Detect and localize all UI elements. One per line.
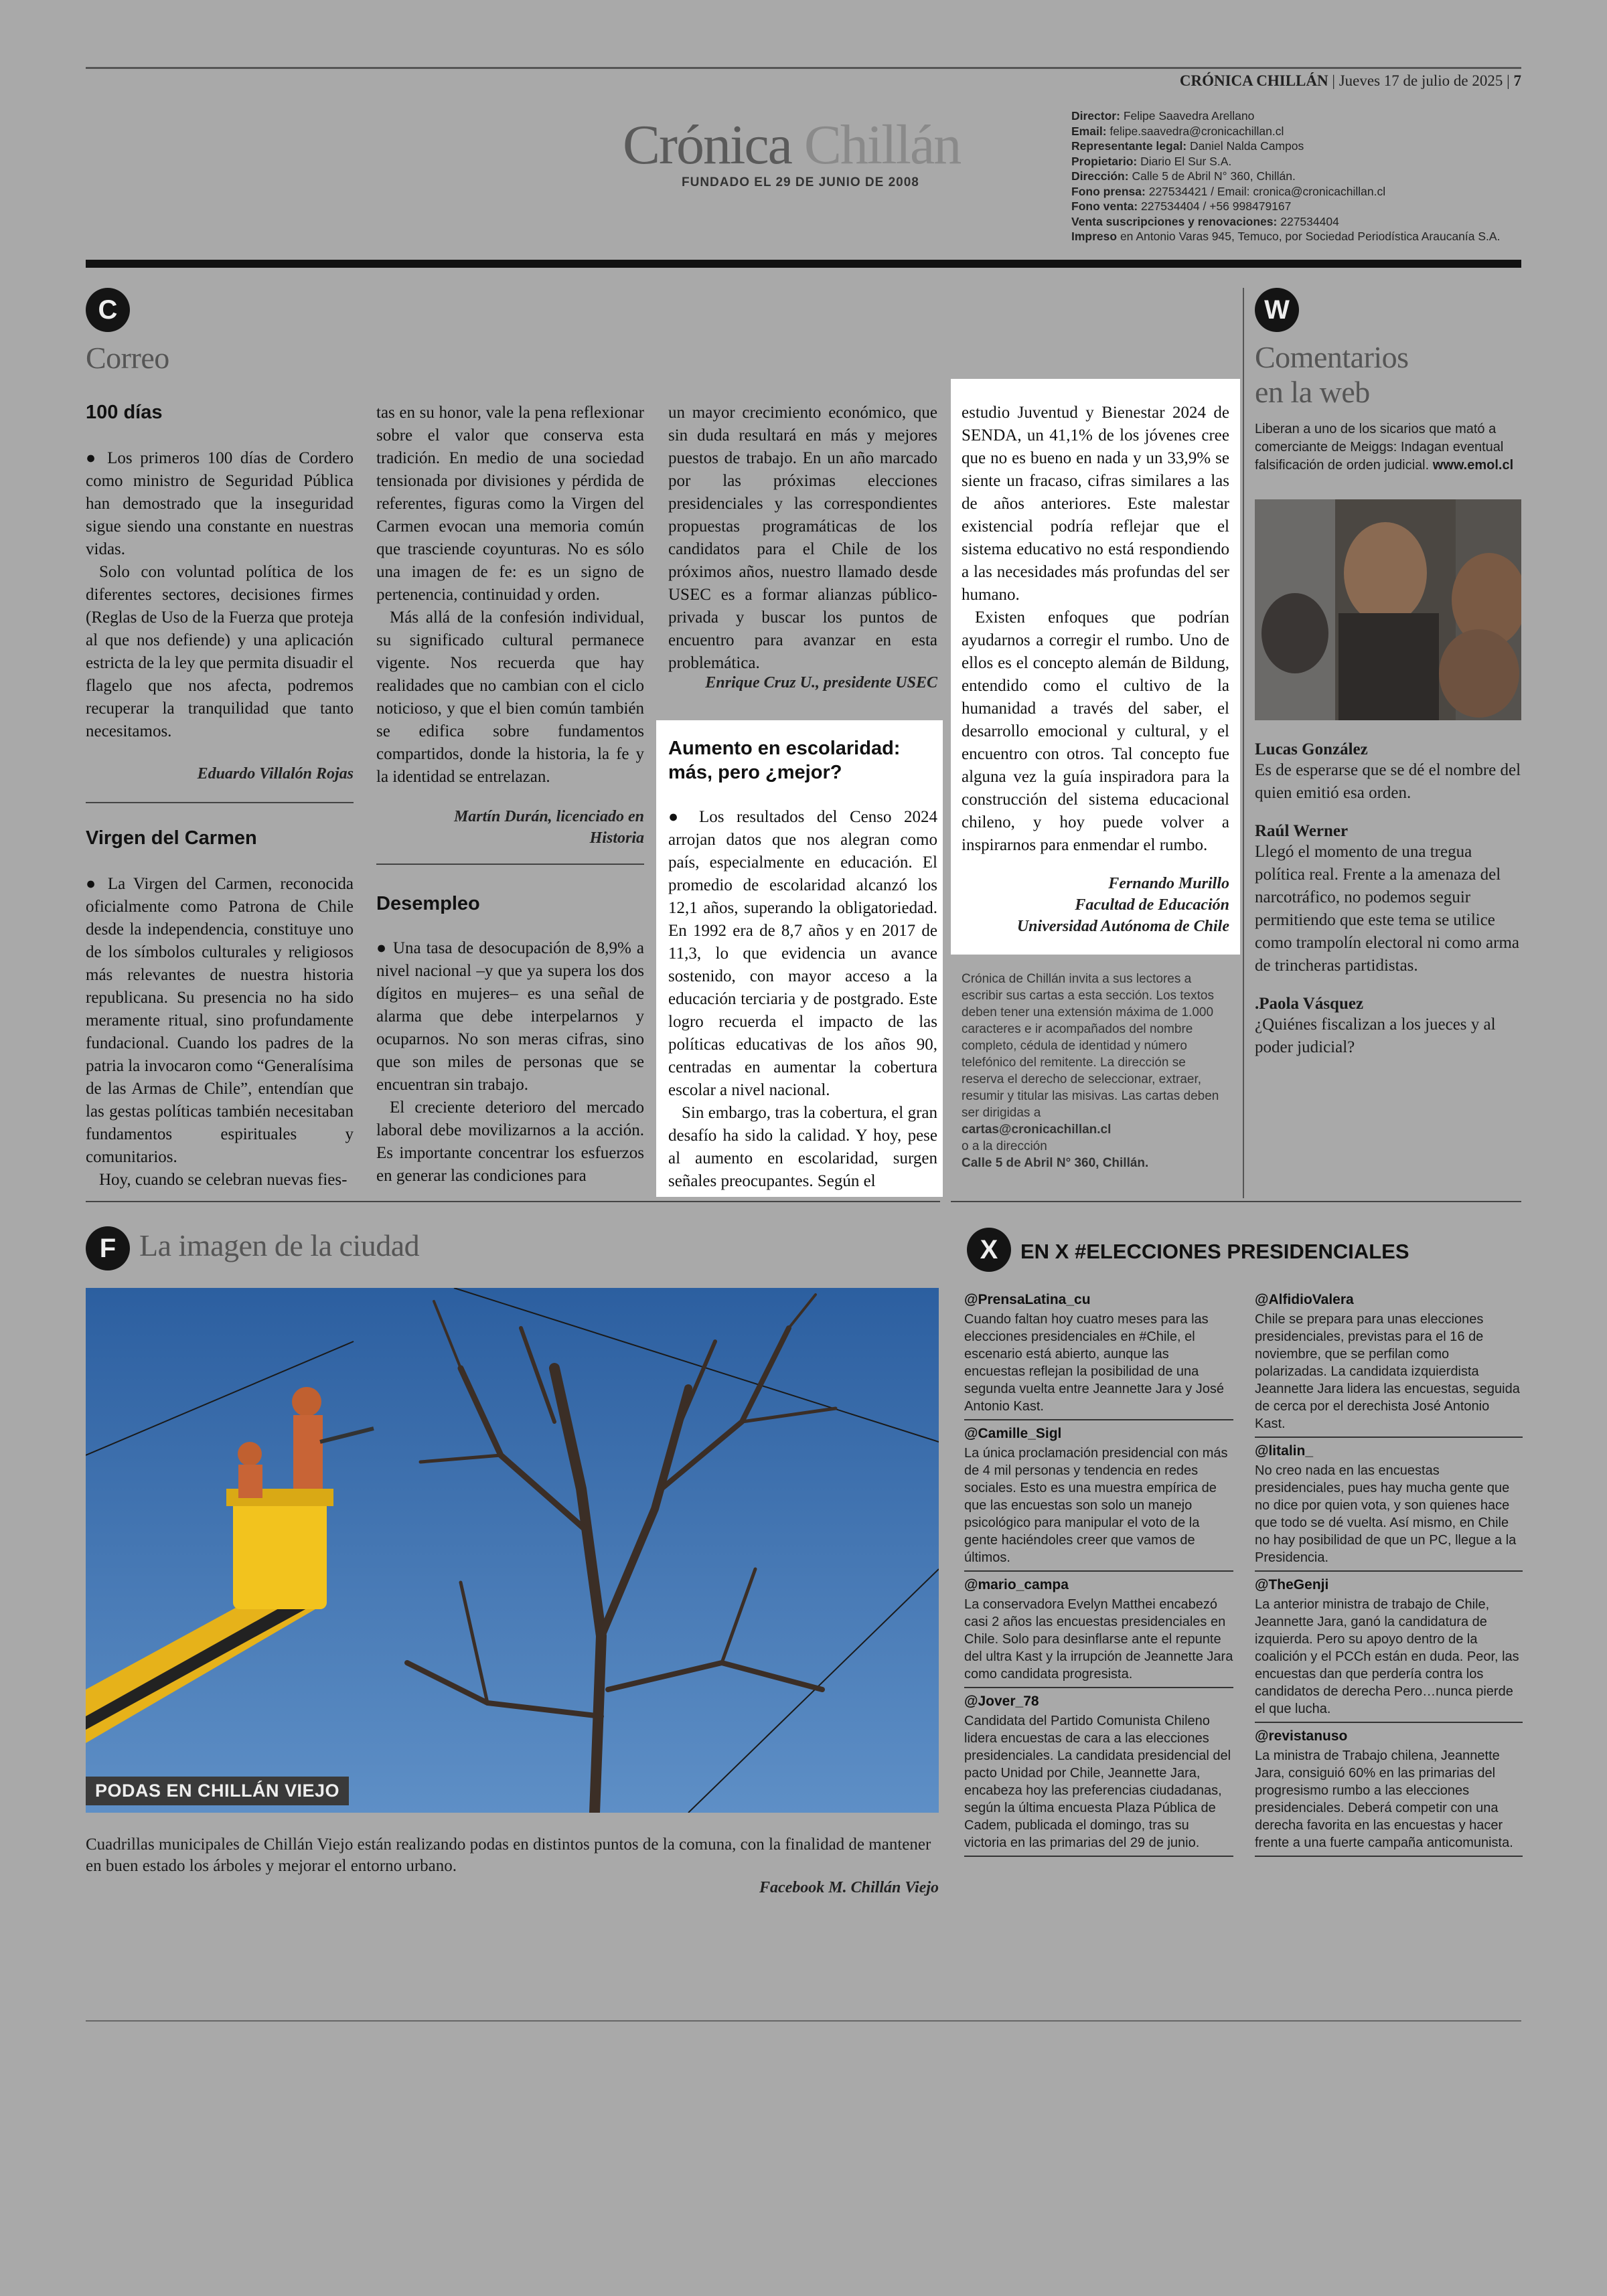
staff-row: Fono prensa: 227534421 / Email: cronica@cronicachillan.cl (1071, 184, 1386, 198)
web-title: Comentarios en la web (1255, 340, 1409, 409)
photo-label: PODAS EN CHILLÁN VIEJO (86, 1777, 349, 1805)
x-post (1255, 1728, 1523, 1857)
ciudad-photo (86, 1288, 939, 1813)
x-post-divider (964, 1856, 1233, 1857)
x-post-divider (964, 1687, 1233, 1688)
bottom-rule (86, 2020, 1521, 2022)
x-post-handle[interactable]: @mario_campa (964, 1577, 1069, 1592)
running-head: CRÓNICA CHILLÁN | Jueves 17 de julio de 2025 | 7 (1179, 72, 1521, 89)
masthead: Crónica Chillán (623, 114, 961, 176)
letter-heading-escolaridad: Aumento en escolaridad: más, pero ¿mejor? (668, 738, 901, 783)
x-post-text: La anterior ministra de trabajo de Chile, Jeannette Jara, ganó la candidatura de izquierda. Pero su apoyo dentro de la coalición y el PCCh están en duda. Peor, las encuestas dan que perdería contra los candidatos de derecha Pero…nunca pierde el que lucha. (1255, 1597, 1519, 1716)
x-post-divider (1255, 1856, 1523, 1857)
staff-row: Propietario: Diario El Sur S.A. (1071, 154, 1232, 168)
x-post-handle[interactable]: @AlfidioValera (1255, 1292, 1354, 1307)
web-comment (1255, 995, 1523, 1059)
photo-caption: Cuadrillas municipales de Chillán Viejo están realizando podas en distintos puntos de la comuna, con la finalidad de mantener en buen estado los árboles y mejorar el entorno urbano. (86, 1835, 931, 1875)
letter-escolaridad-cont: estudio Juventud y Bienestar 2024 de SENDA, un 41,1% de los jóvenes cree que no es bueno en nada y un 33,9% se siente un fracaso, cifras similares a las de años anteriores. Este malestar existencial podría reflejar que el sistema educativo no está respondiendo a las necesidades más profundas del ser humano. Existen enfoques que podrían ayudarnos a corregir el rumbo. Uno de ellos es el concepto alemán de Bildung, entendido como el cultivo de la humanidad a través del saber, el desarrollo emocional y cultural, y el encuentro con otros. Tal concepto fue alguna vez la guía inspiradora para la construcción del sistema educacional chileno, y hoy puede volver a inspirarnos para enmendar el rumbo. (962, 404, 1229, 854)
staff-row: Venta suscripciones y renovaciones: 227534404 (1071, 214, 1339, 228)
signature-duran: Martín Durán, licenciado en Historia (453, 808, 644, 847)
x-post-handle[interactable]: @revistanuso (1255, 1728, 1348, 1744)
web-comment-author: Lucas González (1255, 740, 1368, 758)
letter-heading-virgen: Virgen del Carmen (86, 827, 257, 849)
x-badge-icon: X (967, 1228, 1011, 1272)
x-post-text: No creo nada en las encuestas presidenciales, pues hay mucha gente que no dice por quien vota, y son quienes hace que todo se dé vuelta. Así mismo, en Chile no hay posibilidad de que un PC, llegue a la Presidencia. (1255, 1463, 1517, 1565)
letters-email-link[interactable]: cartas@cronicachillan.cl (962, 1123, 1112, 1137)
web-badge-icon: W (1255, 288, 1299, 332)
letter-desempleo: ● Una tasa de desocupación de 8,9% a nivel nacional –y que ya supera los dos dígitos en mujeres– es una señal de alarma que debe interpelarnos y ocuparnos. No son meras cifras, sino que son miles de personas que se encuentran sin trabajo. El creciente deterioro del mercado laboral debe movilizarnos a la acción. Es importante concentrar los esfuerzos en generar las condiciones para (376, 939, 644, 1185)
divider (376, 864, 644, 865)
correo-badge-icon: C (86, 288, 130, 332)
web-comments (1255, 740, 1523, 1076)
x-post-text: La ministra de Trabajo chilena, Jeannette Jara, consiguió 60% en las primarias del progresismo rumbo a las elecciones presidenciales. Deberá competir con una derecha favorita en las encuestas y hacer frente a una fuerte campaña anticomunista. (1255, 1748, 1513, 1850)
header-rule (86, 260, 1521, 268)
column-divider (1243, 288, 1244, 1198)
web-photo (1255, 499, 1521, 720)
web-comment-text: Es de esperarse que se dé el nombre del quien emitió esa orden. (1255, 761, 1521, 802)
web-comment (1255, 740, 1523, 805)
x-post-text: La conservadora Evelyn Matthei encabezó casi 2 años las encuestas presidenciales en Chile. Solo para desinflarse ante el repunte del ultra Kast y la irrupción de Jeannette Jara como candidata progresista. (964, 1597, 1233, 1682)
x-post-handle[interactable]: @PrensaLatina_cu (964, 1292, 1091, 1307)
x-post-text: Cuando faltan hoy cuatro meses para las elecciones presidenciales en #Chile, el escenario está abierto, aunque las encuestas reflejan la posibilidad de una segunda vuelta entre Jeannette Jara y José Antonio Kast. (964, 1312, 1225, 1414)
web-comment-text: ¿Quiénes fiscalizan a los jueces y al poder judicial? (1255, 1015, 1496, 1056)
x-post (1255, 1443, 1523, 1572)
x-post (964, 1292, 1233, 1420)
letter-escolaridad: ● Los resultados del Censo 2024 arrojan datos que nos alegran como país, especialmente en educación. El promedio de escolaridad alcanzó los 12,1 años, superando la obligatoriedad. En 1992 era de 8,7 años y en 2017 de 11,3, lo que evidencia un avance sostenido, con mayor acceso a la educación terciaria y de postgrado. Este logro recuerda el impacto de las políticas educativas de los años 90, centradas en aumentar la cobertura escolar a nivel nacional. Sin embargo, tras la cobertura, el gran desafío ha sido la calidad. Y hoy, pese al aumento en escolaridad, surgen señales preocupantes. Según el (668, 808, 937, 1190)
x-posts-left (964, 1292, 1233, 1862)
staff-row: Fono venta: 227534404 / +56 998479167 (1071, 199, 1292, 213)
web-source-link[interactable]: www.emol.cl (1432, 458, 1514, 473)
x-post (1255, 1577, 1523, 1723)
web-comment-author: .Paola Vásquez (1255, 995, 1364, 1013)
signature-villalon: Eduardo Villalón Rojas (197, 765, 354, 783)
x-post (1255, 1292, 1523, 1438)
correo-title: Correo (86, 341, 169, 375)
x-post-handle[interactable]: @litalin_ (1255, 1443, 1313, 1459)
signature-murillo: Fernando Murillo Facultad de Educación Universidad Autónoma de Chile (1016, 875, 1229, 935)
web-intro: Liberan a uno de los sicarios que mató a comerciante de Meiggs: Indagan eventual falsificación de orden judicial. www.emol.cl (1255, 422, 1514, 473)
signature-cruz: Enrique Cruz U., presidente USEC (705, 674, 937, 691)
ciudad-badge-icon: F (86, 1226, 130, 1270)
ciudad-title: La imagen de la ciudad (139, 1228, 420, 1262)
staff-box (1071, 108, 1527, 244)
web-comment-author: Raúl Werner (1255, 822, 1349, 840)
letter-heading-100-dias: 100 días (86, 402, 163, 423)
letter-100-dias: ● Los primeros 100 días de Cordero como ministro de Seguridad Pública han demostrado que la inseguridad sigue siendo una constante en nuestras vidas. Solo con voluntad política de los diferentes sectores, decisiones firmes (Reglas de Uso de la Fuerza que proteja al que nos defiende) y una aplicación estricta de la ley que permita disuadir el flagelo que nos afecta, podremos recuperar la tranquilidad que tanto necesitamos. (86, 449, 354, 740)
web-comment (1255, 822, 1523, 977)
letters-callout: Crónica de Chillán invita a sus lectores a escribir sus cartas a esta sección. Los textos deben tener una extensión máxima de 1.000 caracteres e ir acompañados del nombre completo, cédula de identidad y número telefónico del remitente. La dirección se reserva el derecho de seleccionar, extraer, resumir y titular las misivas. Las cartas deben ser dirigidas a cartas@cronicachillan.cl o a la dirección Calle 5 de Abril N° 360, Chillán. (962, 972, 1219, 1170)
letter-heading-desempleo: Desempleo (376, 893, 480, 914)
x-posts-right (1255, 1292, 1523, 1862)
top-rule (86, 67, 1521, 69)
x-post-text: La única proclamación presidencial con más de 4 mil personas y tendencia en redes sociales. Esto es una muestra empírica de que las encuestas son solo un manejo psicológico para manipular el voto de la gente haciéndoles creer que vamos de últimos. (964, 1446, 1228, 1565)
photo-credit: Facebook M. Chillán Viejo (759, 1879, 939, 1896)
staff-row: Dirección: Calle 5 de Abril N° 360, Chillán. (1071, 169, 1296, 183)
x-post-divider (964, 1570, 1233, 1572)
letter-desempleo-cont: un mayor crecimiento económico, que sin duda resultará en más y mejores puestos de trabajo. En un año marcado por las próximas elecciones presidenciales y las correspondientes propuestas programáticas de los candidatos para el Chile de los próximos años, nuestro llamado desde USEC es a formar alianzas público-privada y buscar los puntos de encuentro para avanzar en esta problemática. (668, 404, 937, 672)
x-post (964, 1577, 1233, 1688)
founded-line: FUNDADO EL 29 DE JUNIO DE 2008 (682, 175, 919, 189)
staff-row: Director: Felipe Saavedra Arellano (1071, 109, 1255, 122)
x-post-handle[interactable]: @Jover_78 (964, 1694, 1039, 1709)
x-section-title: EN X #ELECCIONES PRESIDENCIALES (1020, 1240, 1409, 1263)
letter-virgen: ● La Virgen del Carmen, reconocida oficialmente como Patrona de Chile desde la independencia, constituye uno de los símbolos culturales y religiosos más relevantes de nuestra historia republicana. Su presencia no ha sido meramente ritual, sino profundamente fundacional. Cuando los padres de la patria la invocaron como “Generalísima de las Armas de Chile”, entendían que las gestas políticas también necesitaban fundamentos espirituales y comunitarios. Hoy, cuando se celebran nuevas fies- (86, 875, 354, 1189)
x-post-divider (1255, 1570, 1523, 1572)
staff-row: Representante legal: Daniel Nalda Campos (1071, 139, 1304, 153)
x-post-text: Chile se prepara para unas elecciones presidenciales, previstas para el 16 de noviembre, que se perfilan como polarizadas. La candidata izquierdista Jeannette Jara lidera las encuestas, seguida de cerca por el derechista José Antonio Kast. (1255, 1312, 1520, 1431)
x-post-divider (1255, 1437, 1523, 1438)
x-post-divider (964, 1419, 1233, 1420)
staff-row: Email: felipe.saavedra@cronicachillan.cl (1071, 124, 1284, 138)
x-post-handle[interactable]: @Camille_Sigl (964, 1426, 1062, 1441)
x-post (964, 1694, 1233, 1857)
web-comment-text: Llegó el momento de una tregua política real. Frente a la amenaza del narcotráfico, no podemos seguir permitiendo que este tema se utilice como trampolín electoral ni como arma de trincheras partidistas. (1255, 843, 1519, 975)
staff-row: Impreso en Antonio Varas 945, Temuco, por Sociedad Periodística Araucanía S.A. (1071, 230, 1501, 243)
x-post-divider (1255, 1722, 1523, 1723)
x-post (964, 1426, 1233, 1572)
section-divider (951, 1201, 1521, 1202)
divider (86, 802, 354, 803)
x-post-handle[interactable]: @TheGenji (1255, 1577, 1329, 1592)
section-divider (86, 1201, 940, 1202)
letter-virgen-cont: tas en su honor, vale la pena reflexionar sobre el valor que conserva esta tradición. En medio de una sociedad tensionada por divisiones y pérdida de referentes, figuras como la Virgen del Carmen evocan una memoria común que trasciende coyunturas. No es sólo una imagen de fe: es un signo de pertenencia, continuidad y orden. Más allá de la confesión individual, su significado cultural permanece vigente. Nos recuerda que hay realidades que no cambian con el ciclo noticioso, y que el bien común también se edifica sobre fundamentos compartidos, donde la historia, la fe y la identidad se entrelazan. (376, 404, 644, 786)
x-post-text: Candidata del Partido Comunista Chileno lidera encuestas de cara a las elecciones presidenciales. La candidata presidencial del pacto Unidad por Chile, Jeannette Jara, encabeza hoy las preferencias ciudadanas, según la última encuesta Plaza Pública de Cadem, publicada el domingo, tras su victoria en las primarias del 29 de junio. (964, 1714, 1231, 1850)
